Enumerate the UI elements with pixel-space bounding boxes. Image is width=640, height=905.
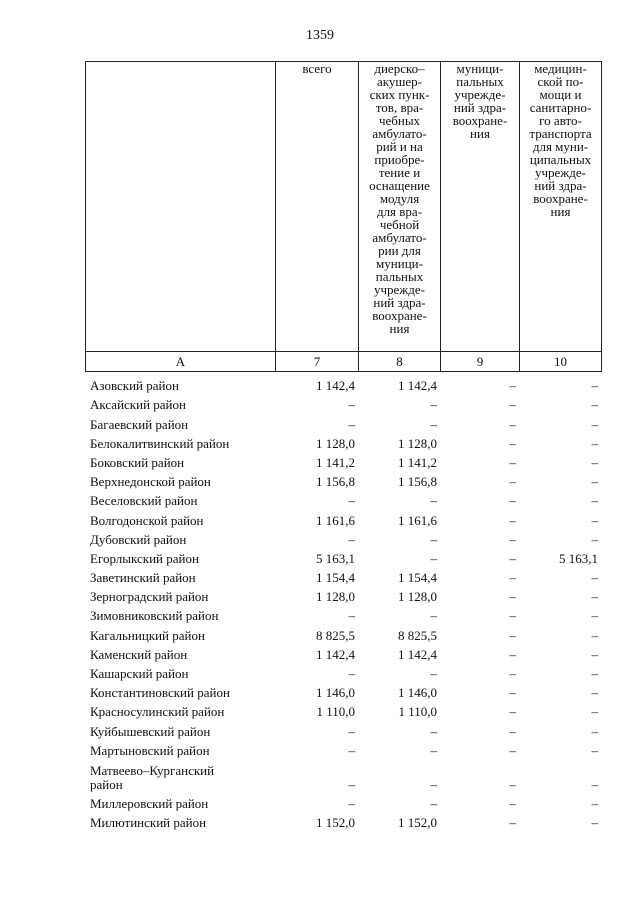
region-name-cell: Кагальницкий район (90, 627, 205, 643)
value-cell-9: – (509, 589, 516, 605)
value-cell-10: – (591, 531, 598, 547)
value-cell-9: – (509, 378, 516, 394)
header-cell-7: всего (276, 62, 359, 352)
value-cell-7: 1 161,6 (316, 512, 355, 528)
table-row (85, 566, 601, 585)
value-cell-7: 1 128,0 (316, 435, 355, 451)
value-cell-7: 8 825,5 (316, 627, 355, 643)
region-name-cell: Кашарский район (90, 666, 189, 681)
region-name-cell: Милютинский район (90, 815, 207, 831)
value-cell-8: 1 128,0 (398, 435, 437, 451)
value-cell-10: – (591, 742, 598, 758)
value-cell-8: 1 154,4 (398, 570, 437, 586)
value-cell-10: – (591, 776, 598, 792)
region-name-cell: Веселовский район (90, 493, 198, 509)
value-cell-10: – (591, 512, 598, 528)
table-row (85, 412, 601, 431)
table-row (85, 662, 601, 681)
value-cell-9: – (509, 474, 516, 490)
region-name-cell: Миллеровский район (90, 795, 209, 811)
value-cell-9: – (509, 435, 516, 451)
region-name-cell: Матвеево–Курганский район (90, 762, 215, 792)
table-row (85, 643, 601, 662)
value-cell-7: – (348, 608, 355, 624)
value-cell-7: – (348, 795, 355, 811)
value-cell-7: – (348, 416, 355, 432)
region-name-cell: Белокалитвинский район (90, 435, 230, 451)
value-cell-7: – (348, 493, 355, 509)
index-row (86, 352, 602, 372)
value-cell-8: – (430, 493, 437, 509)
value-cell-8: 1 141,2 (398, 454, 437, 470)
value-cell-9: – (509, 531, 516, 547)
value-cell-8: 1 156,8 (398, 474, 437, 490)
table-row (85, 792, 601, 811)
value-cell-9: – (509, 815, 516, 831)
region-name-cell: Верхнедонской район (90, 474, 211, 490)
table-row (85, 393, 601, 412)
value-cell-7: – (348, 666, 355, 681)
table-row (85, 528, 601, 547)
value-cell-8: 8 825,5 (398, 627, 437, 643)
value-cell-10: – (591, 493, 598, 509)
table-row (85, 739, 601, 758)
value-cell-8: – (430, 531, 437, 547)
table-row (85, 508, 601, 527)
value-cell-9: – (509, 512, 516, 528)
header-row (86, 62, 602, 352)
value-cell-9: – (509, 627, 516, 643)
value-cell-9: – (509, 570, 516, 586)
value-cell-7: 5 163,1 (316, 550, 355, 566)
value-cell-8: 1 110,0 (398, 704, 437, 720)
value-cell-8: – (430, 666, 437, 681)
region-name-cell: Заветинский район (90, 570, 196, 586)
region-name-cell: Каменский район (90, 646, 188, 662)
value-cell-7: 1 152,0 (316, 815, 355, 831)
value-cell-8: 1 146,0 (398, 685, 437, 701)
value-cell-9: – (509, 454, 516, 470)
value-cell-7: 1 128,0 (316, 589, 355, 605)
value-cell-10: – (591, 378, 598, 394)
value-cell-9: – (509, 776, 516, 792)
value-cell-10: – (591, 570, 598, 586)
region-name-cell: Азовский район (90, 378, 179, 394)
table-row (85, 547, 601, 566)
header-cell-10: медицин- ской по- мощи и санитарно- го авто- транспорта для муни- ципальных учрежде- ний здра- воохране- ния (520, 62, 602, 352)
page-number: 1359 (306, 28, 334, 43)
table-row (85, 585, 601, 604)
value-cell-7: – (348, 531, 355, 547)
value-cell-10: – (591, 627, 598, 643)
value-cell-10: – (591, 474, 598, 490)
value-cell-9: – (509, 550, 516, 566)
table-row (85, 604, 601, 623)
index-cell: А (86, 352, 276, 372)
value-cell-9: – (509, 608, 516, 624)
region-name-cell: Куйбышевский район (90, 723, 211, 739)
value-cell-7: – (348, 723, 355, 739)
value-cell-10: – (591, 815, 598, 831)
value-cell-8: 1 128,0 (398, 589, 437, 605)
value-cell-8: – (430, 416, 437, 432)
index-cell: 7 (276, 352, 359, 372)
region-name-cell: Волгодонской район (90, 512, 204, 528)
value-cell-9: – (509, 416, 516, 432)
value-cell-8: – (430, 397, 437, 413)
data-table (85, 374, 601, 830)
region-name-cell: Константиновский район (90, 685, 230, 701)
value-cell-8: – (430, 608, 437, 624)
region-name-cell: Зимовниковский район (90, 608, 219, 624)
value-cell-9: – (509, 704, 516, 720)
value-cell-9: – (509, 397, 516, 413)
value-cell-8: – (430, 550, 437, 566)
region-name-cell: Багаевский район (90, 416, 189, 432)
value-cell-7: 1 156,8 (316, 474, 355, 490)
value-cell-8: 1 142,4 (398, 646, 437, 662)
value-cell-10: – (591, 454, 598, 470)
value-cell-7: 1 142,4 (316, 646, 355, 662)
value-cell-7: 1 154,4 (316, 570, 355, 586)
table-row (85, 451, 601, 470)
value-cell-9: – (509, 493, 516, 509)
value-cell-9: – (509, 666, 516, 681)
value-cell-10: – (591, 416, 598, 432)
value-cell-9: – (509, 723, 516, 739)
table-row (85, 470, 601, 489)
value-cell-9: – (509, 795, 516, 811)
index-cell: 8 (359, 352, 441, 372)
header-cell-8: диерско– акушер- ских пунк- тов, вра- чебных амбулато- рий и на приобре- тение и оснащение модуля для вра- чебной амбулато- рии для муници- пальных учрежде- ний здра- воохране- ния (359, 62, 441, 352)
value-cell-7: – (348, 776, 355, 792)
value-cell-10: – (591, 704, 598, 720)
value-cell-10: – (591, 646, 598, 662)
header-cell-a (86, 62, 276, 352)
table-row (85, 489, 601, 508)
value-cell-7: – (348, 397, 355, 413)
value-cell-7: 1 141,2 (316, 454, 355, 470)
table-row (85, 681, 601, 700)
index-cell: 9 (441, 352, 520, 372)
table-row (85, 374, 601, 393)
table-row (85, 758, 601, 792)
region-name-cell: Зерноградский район (90, 589, 209, 605)
value-cell-8: 1 152,0 (398, 815, 437, 831)
value-cell-9: – (509, 646, 516, 662)
table-row (85, 700, 601, 719)
region-name-cell: Дубовский район (90, 531, 187, 547)
value-cell-8: – (430, 723, 437, 739)
value-cell-8: – (430, 742, 437, 758)
region-name-cell: Аксайский район (90, 397, 186, 413)
header-cell-9: муници- пальных учрежде- ний здра- воохране- ния (441, 62, 520, 352)
value-cell-10: – (591, 435, 598, 451)
value-cell-7: – (348, 742, 355, 758)
value-cell-7: 1 110,0 (316, 704, 355, 720)
index-cell: 10 (520, 352, 602, 372)
table-header (85, 61, 602, 372)
value-cell-10: – (591, 723, 598, 739)
value-cell-10: – (591, 397, 598, 413)
region-name-cell: Егорлыкский район (90, 550, 199, 566)
value-cell-7: 1 142,4 (316, 378, 355, 394)
value-cell-8: – (430, 776, 437, 792)
value-cell-8: 1 142,4 (398, 378, 437, 394)
region-name-cell: Боковский район (90, 454, 185, 470)
value-cell-8: 1 161,6 (398, 512, 437, 528)
value-cell-10: – (591, 685, 598, 701)
region-name-cell: Красносулинский район (90, 704, 225, 720)
region-name-cell: Мартыновский район (90, 742, 210, 758)
value-cell-10: 5 163,1 (559, 550, 598, 566)
table-row (85, 432, 601, 451)
value-cell-8: – (430, 795, 437, 811)
table-row (85, 719, 601, 738)
value-cell-10: – (591, 589, 598, 605)
table-row (85, 623, 601, 642)
table-row (85, 811, 601, 830)
value-cell-9: – (509, 742, 516, 758)
value-cell-10: – (591, 666, 598, 681)
value-cell-10: – (591, 608, 598, 624)
value-cell-7: 1 146,0 (316, 685, 355, 701)
value-cell-9: – (509, 685, 516, 701)
value-cell-10: – (591, 795, 598, 811)
